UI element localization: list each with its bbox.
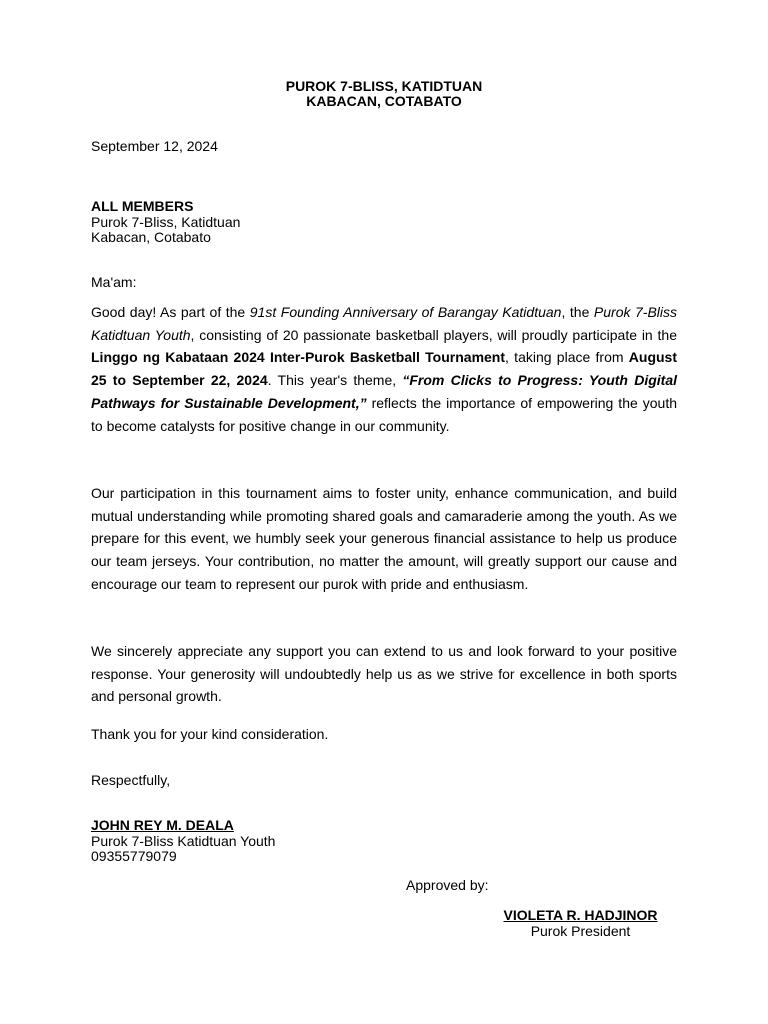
paragraph-3: We sincerely appreciate any support you can extend to us and look forward to your positive response. Your generosity will undoubtedly help us as we strive for excellence in both sports and personal growth. bbox=[91, 643, 677, 705]
approved-label: Approved by: bbox=[406, 877, 489, 893]
p1-text-2: , the bbox=[561, 304, 594, 320]
p1-text-4: , taking place from bbox=[505, 349, 629, 366]
p1-text-6: reflects the importance of empowering the youth to become catalysts for positive change in our community. bbox=[91, 394, 677, 434]
letterhead-line-1: PUROK 7-BLISS, KATIDTUAN bbox=[285, 78, 483, 94]
signer-phone: 09355779079 bbox=[91, 848, 177, 864]
recipient-address-1: Purok 7-Bliss, Katidtuan bbox=[91, 213, 241, 230]
recipient-address-2: Kabacan, Cotabato bbox=[91, 229, 211, 245]
paragraph-1 bbox=[91, 301, 677, 437]
p1-bold-dates: August 25 to September 22, 2024 bbox=[91, 349, 677, 389]
approver-name: VIOLETA R. HADJINOR bbox=[503, 907, 658, 923]
signer-name: JOHN REY M. DEALA bbox=[91, 817, 234, 833]
p1-text-1: Good day! As part of the bbox=[91, 304, 250, 320]
letterhead-line-2: KABACAN, COTABATO bbox=[306, 93, 462, 109]
approver-block bbox=[490, 908, 671, 939]
letterhead bbox=[0, 79, 768, 109]
p1-text-3: , consisting of 20 passionate basketball players, will proudly participate in the bbox=[190, 326, 677, 343]
salutation: Ma'am: bbox=[91, 274, 137, 290]
p1-text-5: . This year's theme, bbox=[267, 372, 403, 389]
p1-bold-tournament: Linggo ng Kabataan 2024 Inter-Purok Basketball Tournament bbox=[91, 349, 506, 366]
closing: Respectfully, bbox=[91, 772, 171, 788]
letter-date: September 12, 2024 bbox=[91, 138, 218, 154]
p1-theme: “From Clicks to Progress: Youth Digital Pathways for Sustainable Development,” bbox=[91, 372, 677, 411]
p1-italic-anniversary: 91st Founding Anniversary of Barangay Katidtuan bbox=[249, 304, 562, 320]
approver-title: Purok President bbox=[530, 922, 631, 939]
recipient-block bbox=[91, 199, 240, 246]
signer-org: Purok 7-Bliss Katidtuan Youth bbox=[91, 832, 276, 849]
paragraph-2: Our participation in this tournament aims to foster unity, enhance communication, and build mutual understanding while promoting shared goals and camaraderie among the youth. As we prepare for this event, we humbly seek your generous financial assistance to help us produce our team jerseys. Your contribution, no matter the amount, will greatly support our cause and encourage our team to represent our purok with pride and enthusiasm. bbox=[91, 485, 677, 592]
signer-block bbox=[91, 818, 275, 865]
recipient-name: ALL MEMBERS bbox=[91, 198, 194, 214]
p1-italic-youth: Purok 7-Bliss Katidtuan Youth bbox=[91, 304, 678, 343]
thanks-line: Thank you for your kind consideration. bbox=[91, 726, 329, 742]
